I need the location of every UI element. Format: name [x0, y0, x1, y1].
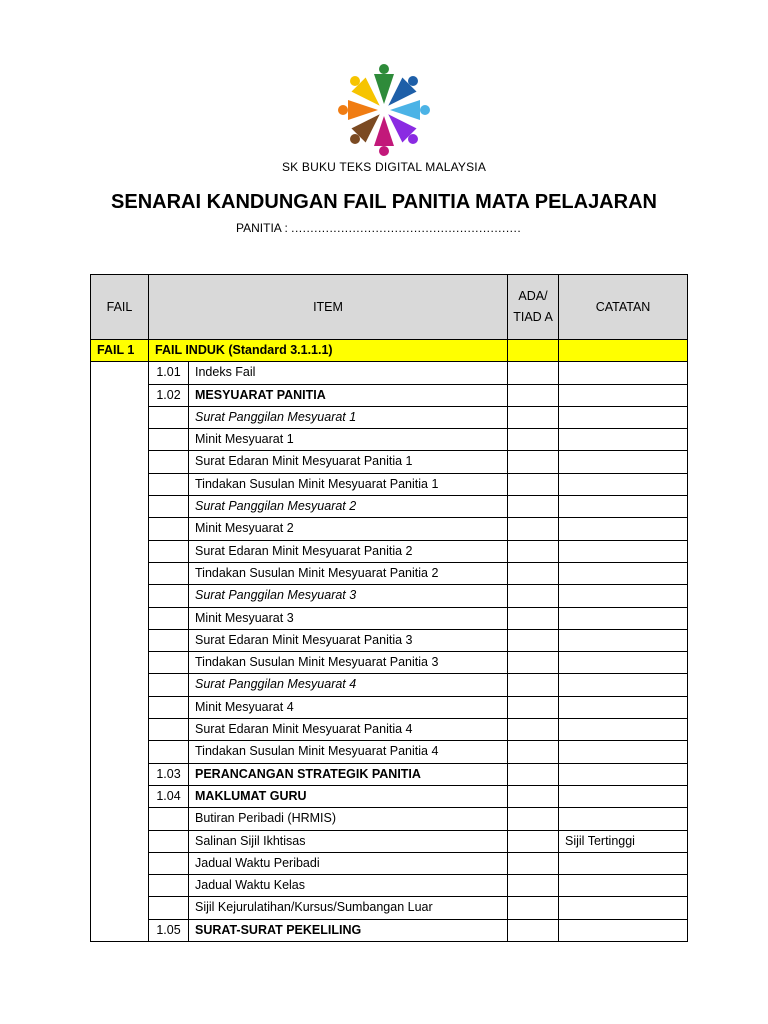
row-ada-checkbox[interactable] — [508, 629, 559, 651]
row-ada-checkbox[interactable] — [508, 429, 559, 451]
panitia-line — [236, 221, 521, 235]
row-item: Surat Panggilan Mesyuarat 2 — [189, 496, 508, 518]
row-item: Butiran Peribadi (HRMIS) — [189, 808, 508, 830]
row-ada-checkbox[interactable] — [508, 540, 559, 562]
row-number — [149, 808, 189, 830]
row-catatan — [559, 785, 688, 807]
table-row — [91, 919, 688, 941]
row-number — [149, 406, 189, 428]
row-ada-checkbox[interactable] — [508, 897, 559, 919]
row-ada-checkbox[interactable] — [508, 830, 559, 852]
row-catatan — [559, 875, 688, 897]
section-fail: FAIL 1 — [91, 340, 149, 362]
col-header-ada: ADA/ TIAD A — [508, 275, 559, 340]
row-number — [149, 451, 189, 473]
table-row — [91, 607, 688, 629]
row-item: Surat Panggilan Mesyuarat 1 — [189, 406, 508, 428]
row-number — [149, 629, 189, 651]
row-number: 1.05 — [149, 919, 189, 941]
logo-petal-amber — [390, 100, 430, 120]
table-row — [91, 451, 688, 473]
row-ada-checkbox[interactable] — [508, 674, 559, 696]
row-number — [149, 741, 189, 763]
row-catatan — [559, 451, 688, 473]
row-ada-checkbox[interactable] — [508, 473, 559, 495]
row-catatan — [559, 696, 688, 718]
table-row — [91, 518, 688, 540]
row-number — [149, 496, 189, 518]
row-catatan — [559, 652, 688, 674]
row-number — [149, 652, 189, 674]
row-ada-checkbox[interactable] — [508, 719, 559, 741]
row-number: 1.02 — [149, 384, 189, 406]
table-row — [91, 852, 688, 874]
row-number: 1.04 — [149, 785, 189, 807]
school-logo — [338, 60, 430, 156]
row-ada-checkbox[interactable] — [508, 696, 559, 718]
row-item: MESYUARAT PANITIA — [189, 384, 508, 406]
row-item: Tindakan Susulan Minit Mesyuarat Panitia 2 — [189, 562, 508, 584]
row-catatan — [559, 741, 688, 763]
row-number: 1.01 — [149, 362, 189, 384]
row-ada-checkbox[interactable] — [508, 785, 559, 807]
row-item: Jadual Waktu Kelas — [189, 875, 508, 897]
row-number — [149, 696, 189, 718]
row-ada-checkbox[interactable] — [508, 852, 559, 874]
section-title: FAIL INDUK (Standard 3.1.1.1) — [149, 340, 508, 362]
row-number — [149, 473, 189, 495]
row-item: Minit Mesyuarat 2 — [189, 518, 508, 540]
row-ada-checkbox[interactable] — [508, 518, 559, 540]
row-ada-checkbox[interactable] — [508, 562, 559, 584]
row-ada-checkbox[interactable] — [508, 919, 559, 941]
row-ada-checkbox[interactable] — [508, 741, 559, 763]
row-ada-checkbox[interactable] — [508, 585, 559, 607]
table-row — [91, 674, 688, 696]
row-ada-checkbox[interactable] — [508, 406, 559, 428]
row-catatan — [559, 808, 688, 830]
row-item: Tindakan Susulan Minit Mesyuarat Panitia 4 — [189, 741, 508, 763]
row-number — [149, 674, 189, 696]
row-item: Surat Edaran Minit Mesyuarat Panitia 1 — [189, 451, 508, 473]
row-item: Salinan Sijil Ikhtisas — [189, 830, 508, 852]
table-row — [91, 384, 688, 406]
col-header-fail: FAIL — [91, 275, 149, 340]
row-number — [149, 719, 189, 741]
table-row — [91, 875, 688, 897]
col-header-item: ITEM — [149, 275, 508, 340]
section-row — [91, 340, 688, 362]
table-row — [91, 808, 688, 830]
row-ada-checkbox[interactable] — [508, 607, 559, 629]
table-row — [91, 473, 688, 495]
row-item: Minit Mesyuarat 4 — [189, 696, 508, 718]
row-item: Minit Mesyuarat 1 — [189, 429, 508, 451]
row-catatan — [559, 852, 688, 874]
row-number — [149, 897, 189, 919]
table-row — [91, 362, 688, 384]
row-catatan — [559, 496, 688, 518]
row-item: Surat Edaran Minit Mesyuarat Panitia 4 — [189, 719, 508, 741]
row-catatan — [559, 562, 688, 584]
row-number — [149, 518, 189, 540]
table-row — [91, 629, 688, 651]
table-row — [91, 719, 688, 741]
row-catatan — [559, 897, 688, 919]
panitia-fill-dots: ............................................................ — [291, 221, 522, 235]
row-number — [149, 875, 189, 897]
row-number — [149, 607, 189, 629]
row-catatan — [559, 518, 688, 540]
row-ada-checkbox[interactable] — [508, 763, 559, 785]
panitia-label: PANITIA : — [236, 221, 292, 235]
table-header-row — [91, 275, 688, 340]
row-catatan — [559, 919, 688, 941]
row-ada-checkbox[interactable] — [508, 451, 559, 473]
row-item: Sijil Kejurulatihan/Kursus/Sumbangan Luar — [189, 897, 508, 919]
row-catatan — [559, 540, 688, 562]
table-row — [91, 763, 688, 785]
table-row — [91, 785, 688, 807]
row-item: Tindakan Susulan Minit Mesyuarat Panitia 1 — [189, 473, 508, 495]
row-ada-checkbox[interactable] — [508, 384, 559, 406]
row-number — [149, 852, 189, 874]
row-catatan — [559, 763, 688, 785]
document-title: SENARAI KANDUNGAN FAIL PANITIA MATA PELAJARAN — [111, 191, 657, 213]
table-row — [91, 830, 688, 852]
row-item: MAKLUMAT GURU — [189, 785, 508, 807]
section-ada — [508, 340, 559, 362]
row-catatan — [559, 384, 688, 406]
row-catatan — [559, 607, 688, 629]
row-number — [149, 562, 189, 584]
row-ada-checkbox[interactable] — [508, 808, 559, 830]
row-catatan — [559, 406, 688, 428]
table-row — [91, 562, 688, 584]
table-row — [91, 429, 688, 451]
row-item: Surat Panggilan Mesyuarat 3 — [189, 585, 508, 607]
logo-petal-magenta — [374, 116, 394, 156]
row-catatan — [559, 719, 688, 741]
fail-cell — [91, 362, 149, 942]
table-row — [91, 696, 688, 718]
row-item: Surat Edaran Minit Mesyuarat Panitia 3 — [189, 629, 508, 651]
table-row — [91, 540, 688, 562]
table-row — [91, 406, 688, 428]
row-catatan — [559, 362, 688, 384]
row-ada-checkbox[interactable] — [508, 496, 559, 518]
row-item: PERANCANGAN STRATEGIK PANITIA — [189, 763, 508, 785]
row-catatan — [559, 429, 688, 451]
row-catatan: Sijil Tertinggi — [559, 830, 688, 852]
contents-table — [90, 274, 688, 942]
row-number — [149, 585, 189, 607]
row-item: Jadual Waktu Peribadi — [189, 852, 508, 874]
row-number — [149, 540, 189, 562]
row-item: Surat Edaran Minit Mesyuarat Panitia 2 — [189, 540, 508, 562]
organization-name: SK BUKU TEKS DIGITAL MALAYSIA — [281, 160, 487, 174]
row-catatan — [559, 473, 688, 495]
table-row — [91, 585, 688, 607]
logo-petal-green — [374, 64, 394, 104]
row-item: SURAT-SURAT PEKELILING — [189, 919, 508, 941]
row-item: Surat Panggilan Mesyuarat 4 — [189, 674, 508, 696]
table-row — [91, 897, 688, 919]
table-row — [91, 652, 688, 674]
row-number: 1.03 — [149, 763, 189, 785]
row-number — [149, 830, 189, 852]
section-catatan — [559, 340, 688, 362]
row-ada-checkbox[interactable] — [508, 652, 559, 674]
logo-petal-lightblue — [338, 100, 378, 120]
col-header-catatan: CATATAN — [559, 275, 688, 340]
row-ada-checkbox[interactable] — [508, 875, 559, 897]
table-row — [91, 741, 688, 763]
row-ada-checkbox[interactable] — [508, 362, 559, 384]
row-item: Indeks Fail — [189, 362, 508, 384]
table-row — [91, 496, 688, 518]
row-catatan — [559, 629, 688, 651]
row-item: Tindakan Susulan Minit Mesyuarat Panitia 3 — [189, 652, 508, 674]
row-item: Minit Mesyuarat 3 — [189, 607, 508, 629]
row-catatan — [559, 674, 688, 696]
row-catatan — [559, 585, 688, 607]
row-number — [149, 429, 189, 451]
